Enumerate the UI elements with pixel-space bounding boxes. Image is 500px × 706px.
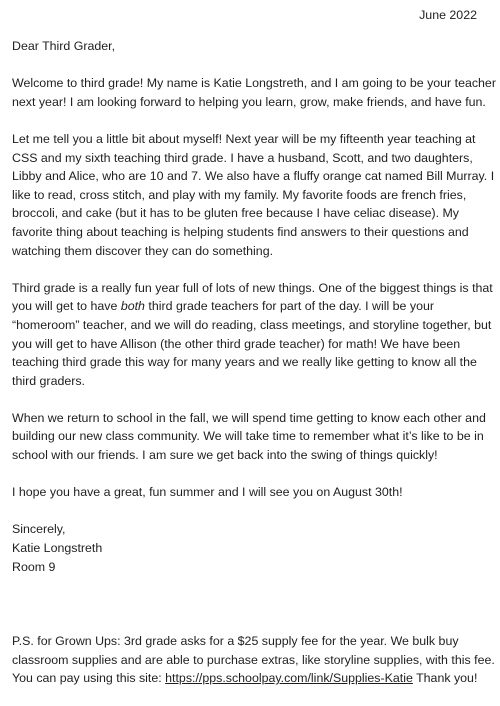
paragraph-third-grade-end: third grade teachers for part of the day. I will be your “homeroom” teacher, and we will do reading, class meetings, and storyline together, but you will get to have Allison (the other third grade teacher) for math! We have been teaching third grade this way for many years and we really like getting to know all the third graders. bbox=[12, 299, 492, 388]
supply-fee-link[interactable]: https://pps.schoolpay.com/link/Supplies-Katie bbox=[165, 671, 413, 686]
greeting: Dear Third Grader, bbox=[12, 39, 116, 53]
paragraph-summer: I hope you have a great, fun summer and I will see you on August 30th! bbox=[12, 485, 403, 500]
letter-body bbox=[12, 37, 498, 706]
paragraph-third-grade-start: Third grade is a really fun year full of lots of new things. One of the biggest things is that you will get to have bbox=[12, 280, 493, 314]
postscript bbox=[12, 632, 498, 688]
signature-room: Room 9 bbox=[12, 559, 56, 574]
postscript-text: P.S. for Grown Ups: 3rd grade asks for a $25 supply fee for the year. We bulk buy classroom supplies and are able to purchase extras, like storyline supplies, with this fee. You can pay using this site: bbox=[12, 634, 495, 686]
paragraph-third-grade bbox=[12, 279, 498, 391]
emphasis-both: both bbox=[120, 299, 145, 314]
paragraph-about-me: Let me tell you a little bit about myself! Next year will be my fifteenth year teaching at CSS and my sixth teaching third grade. I have a husband, Scott, and two daughters, Libby and Alice, who are 10 and 7. We also have a fluffy orange cat named Bill Murray. I like to read, cross stitch, and play with my family. My favorite foods are french fries, broccoli, and cake (but it has to be gluten free because I have celiac disease). My favorite thing about teaching is helping students find answers to their questions and watching them discover they can do something. bbox=[12, 131, 495, 258]
closing: Sincerely, bbox=[12, 522, 66, 537]
paragraph-fall: When we return to school in the fall, we will spend time getting to know each other and building our new class community. We will take time to remember what it’s like to be in school with our friends. I am sure we get back into the swing of things quickly! bbox=[12, 410, 486, 463]
letter-date: June 2022 bbox=[419, 8, 477, 22]
signature-name: Katie Longstreth bbox=[12, 541, 103, 556]
postscript-thanks: Thank you! bbox=[412, 671, 478, 686]
paragraph-welcome: Welcome to third grade! My name is Katie Longstreth, and I am going to be your teacher next year! I am looking forward to helping you learn, grow, make friends, and have fun. bbox=[12, 76, 496, 109]
